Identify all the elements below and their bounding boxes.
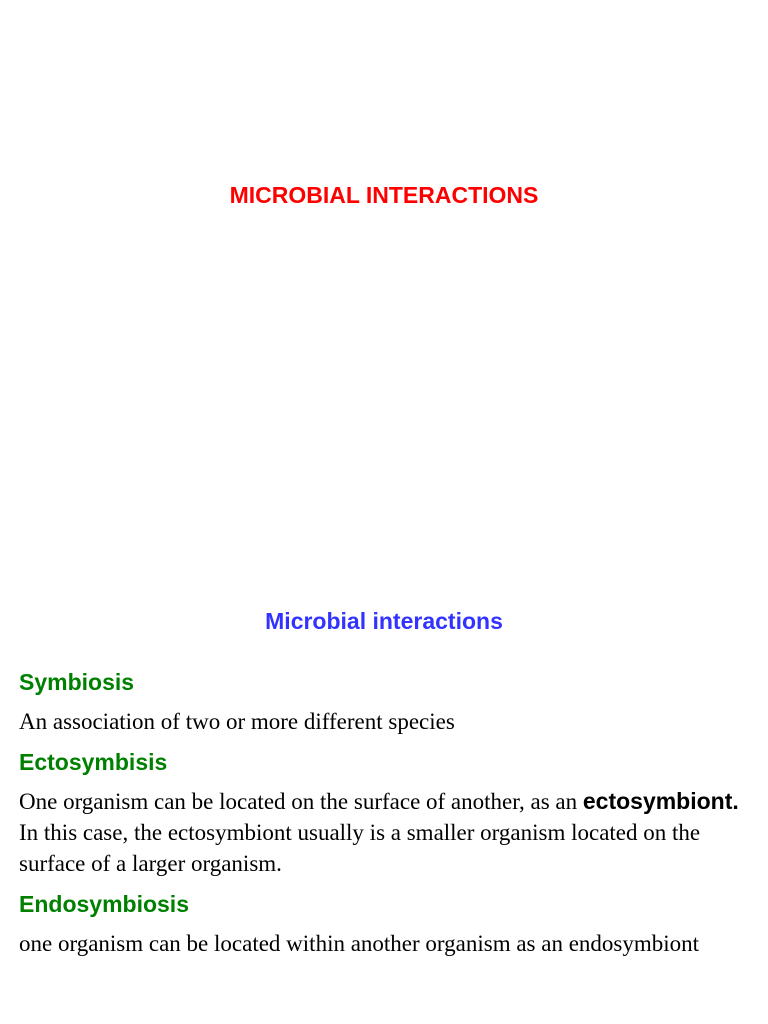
term-endosymbiosis: Endosymbiosis <box>19 891 189 917</box>
section-heading: Microbial interactions <box>265 608 503 634</box>
term-ectosymbiosis: Ectosymbisis <box>19 749 168 775</box>
definition-ectosymbiosis-text-start: One organism can be located on the surface of another, as an <box>19 789 583 814</box>
term-symbiosis: Symbiosis <box>19 669 135 695</box>
definition-endosymbiosis: one organism can be located within another organism as an endosymbiont <box>19 931 700 956</box>
definition-ectosymbiosis-text-end: In this case, the ectosymbiont usually is a smaller organism located on the surface of a larger organism. <box>19 820 701 876</box>
definitions-list <box>19 667 749 969</box>
definition-symbiosis: An association of two or more different species <box>19 709 455 734</box>
definition-ectosymbiosis <box>19 786 749 879</box>
page-title: MICROBIAL INTERACTIONS <box>229 182 539 208</box>
emphasized-term-ectosymbiont: ectosymbiont. <box>582 788 739 814</box>
